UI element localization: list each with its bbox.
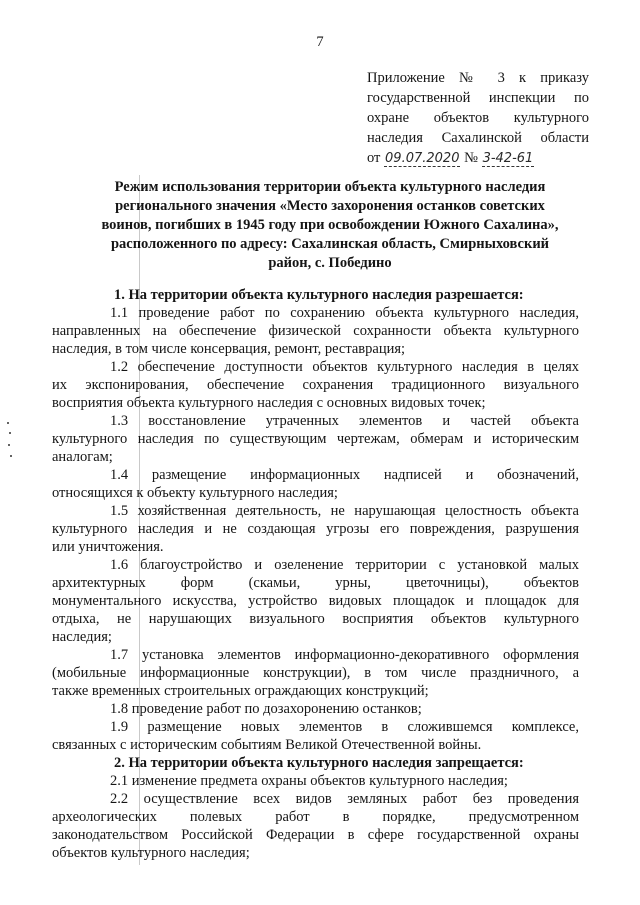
paragraph-line: архитектурных форм (скамьи, урны, цветочницы), объектов [52,575,579,591]
appendix-signature-line [367,148,589,169]
title-line: расположенного по адресу: Сахалинская область, Смирныховский [110,236,550,252]
paragraph-line: 1.4 размещение информационных надписей и обозначений, [110,467,579,483]
page-number: 7 [316,34,324,50]
paragraph-line: аналогам; [52,449,113,465]
paragraph-line: 1.1 проведение работ по сохранению объекта культурного наследия, [110,305,579,321]
paragraph-line: объектов культурного наследия; [52,845,250,861]
paragraph-line: наследия, в том числе консервация, ремонт, реставрация; [52,341,406,357]
paragraph-line: монументального искусства, устройство видовых площадок и площадок для [52,593,579,609]
paragraph-line: связанных с историческим событиям Великой Отечественной войны. [52,737,482,753]
paragraph-line: 2.2 осуществление всех видов земляных работ без проведения [110,791,579,807]
paragraph-line: также временных строительных ограждающих конструкций; [52,683,429,699]
appendix-line: Приложение № 3 к приказу [367,70,589,86]
title-line: район, с. Победино [268,255,392,271]
appendix-line: охране объектов культурного [367,110,589,126]
appendix-line: наследия Сахалинской области [367,130,589,146]
paragraph-line: культурного наследия и не создающая угрозы его повреждения, разрушения [52,521,579,537]
handwritten-date: 09.07.2020 [385,151,460,166]
section-heading: 1. На территории объекта культурного наследия разрешается: [114,287,524,303]
section-heading: 2. На территории объекта культурного наследия запрещается: [114,755,524,771]
paragraph-line: наследия; [52,629,112,645]
paragraph-line: законодательством Российской Федерации в сфере государственной охраны [52,827,579,843]
paragraph-line: относящихся к объекту культурного наследия; [52,485,338,501]
paragraph-line: 1.5 хозяйственная деятельность, не нарушающая целостность объекта [110,503,579,519]
paragraph-line: восприятия объекта культурного наследия с основных видовых точек; [52,395,486,411]
paragraph-line: 2.1 изменение предмета охраны объектов культурного наследия; [110,773,508,789]
paragraph-line: 1.6 благоустройство и озеленение территории с установкой малых [110,557,579,573]
document-title [80,178,580,273]
document-body [52,286,579,862]
paragraph-line: отдыха, не нарушающих визуального восприятия объектов культурного [52,611,579,627]
title-line: регионального значения «Место захоронения останков советских [115,198,545,214]
paragraph-line: 1.3 восстановление утраченных элементов и частей объекта [110,413,579,429]
appendix-block [367,68,589,169]
number-sign: № [464,150,478,166]
from-label: от [367,150,381,166]
title-line: Режим использования территории объекта культурного наследия [114,179,546,195]
paragraph-line: 1.9 размещение новых элементов в сложившемся комплексе, [110,719,579,735]
handwritten-number: 3-42-61 [482,151,534,166]
title-line: воинов, погибших в 1945 году при освобождении Южного Сахалина», [101,217,559,233]
paragraph-line: 1.2 обеспечение доступности объектов культурного наследия в целях [110,359,579,375]
paragraph-line: 1.8 проведение работ по дозахоронению останков; [110,701,422,717]
scan-margin-marks [6,422,14,462]
paragraph-line: их экспонирования, обеспечение сохранения традиционного визуального [52,377,579,393]
paragraph-line: или уничтожения. [52,539,164,555]
paragraph-line: культурного наследия по существующим чертежам, обмерам и историческим [52,431,579,447]
paragraph-line: направленных на обеспечение физической сохранности объекта культурного [52,323,579,339]
paragraph-line: 1.7 установка элементов информационно-декоративного оформления [110,647,579,663]
appendix-line: государственной инспекции по [367,90,589,106]
paragraph-line: (мобильные информационные конструкции), в том числе праздничного, а [52,665,579,681]
paragraph-line: археологических полевых работ в порядке, предусмотренном [52,809,579,825]
